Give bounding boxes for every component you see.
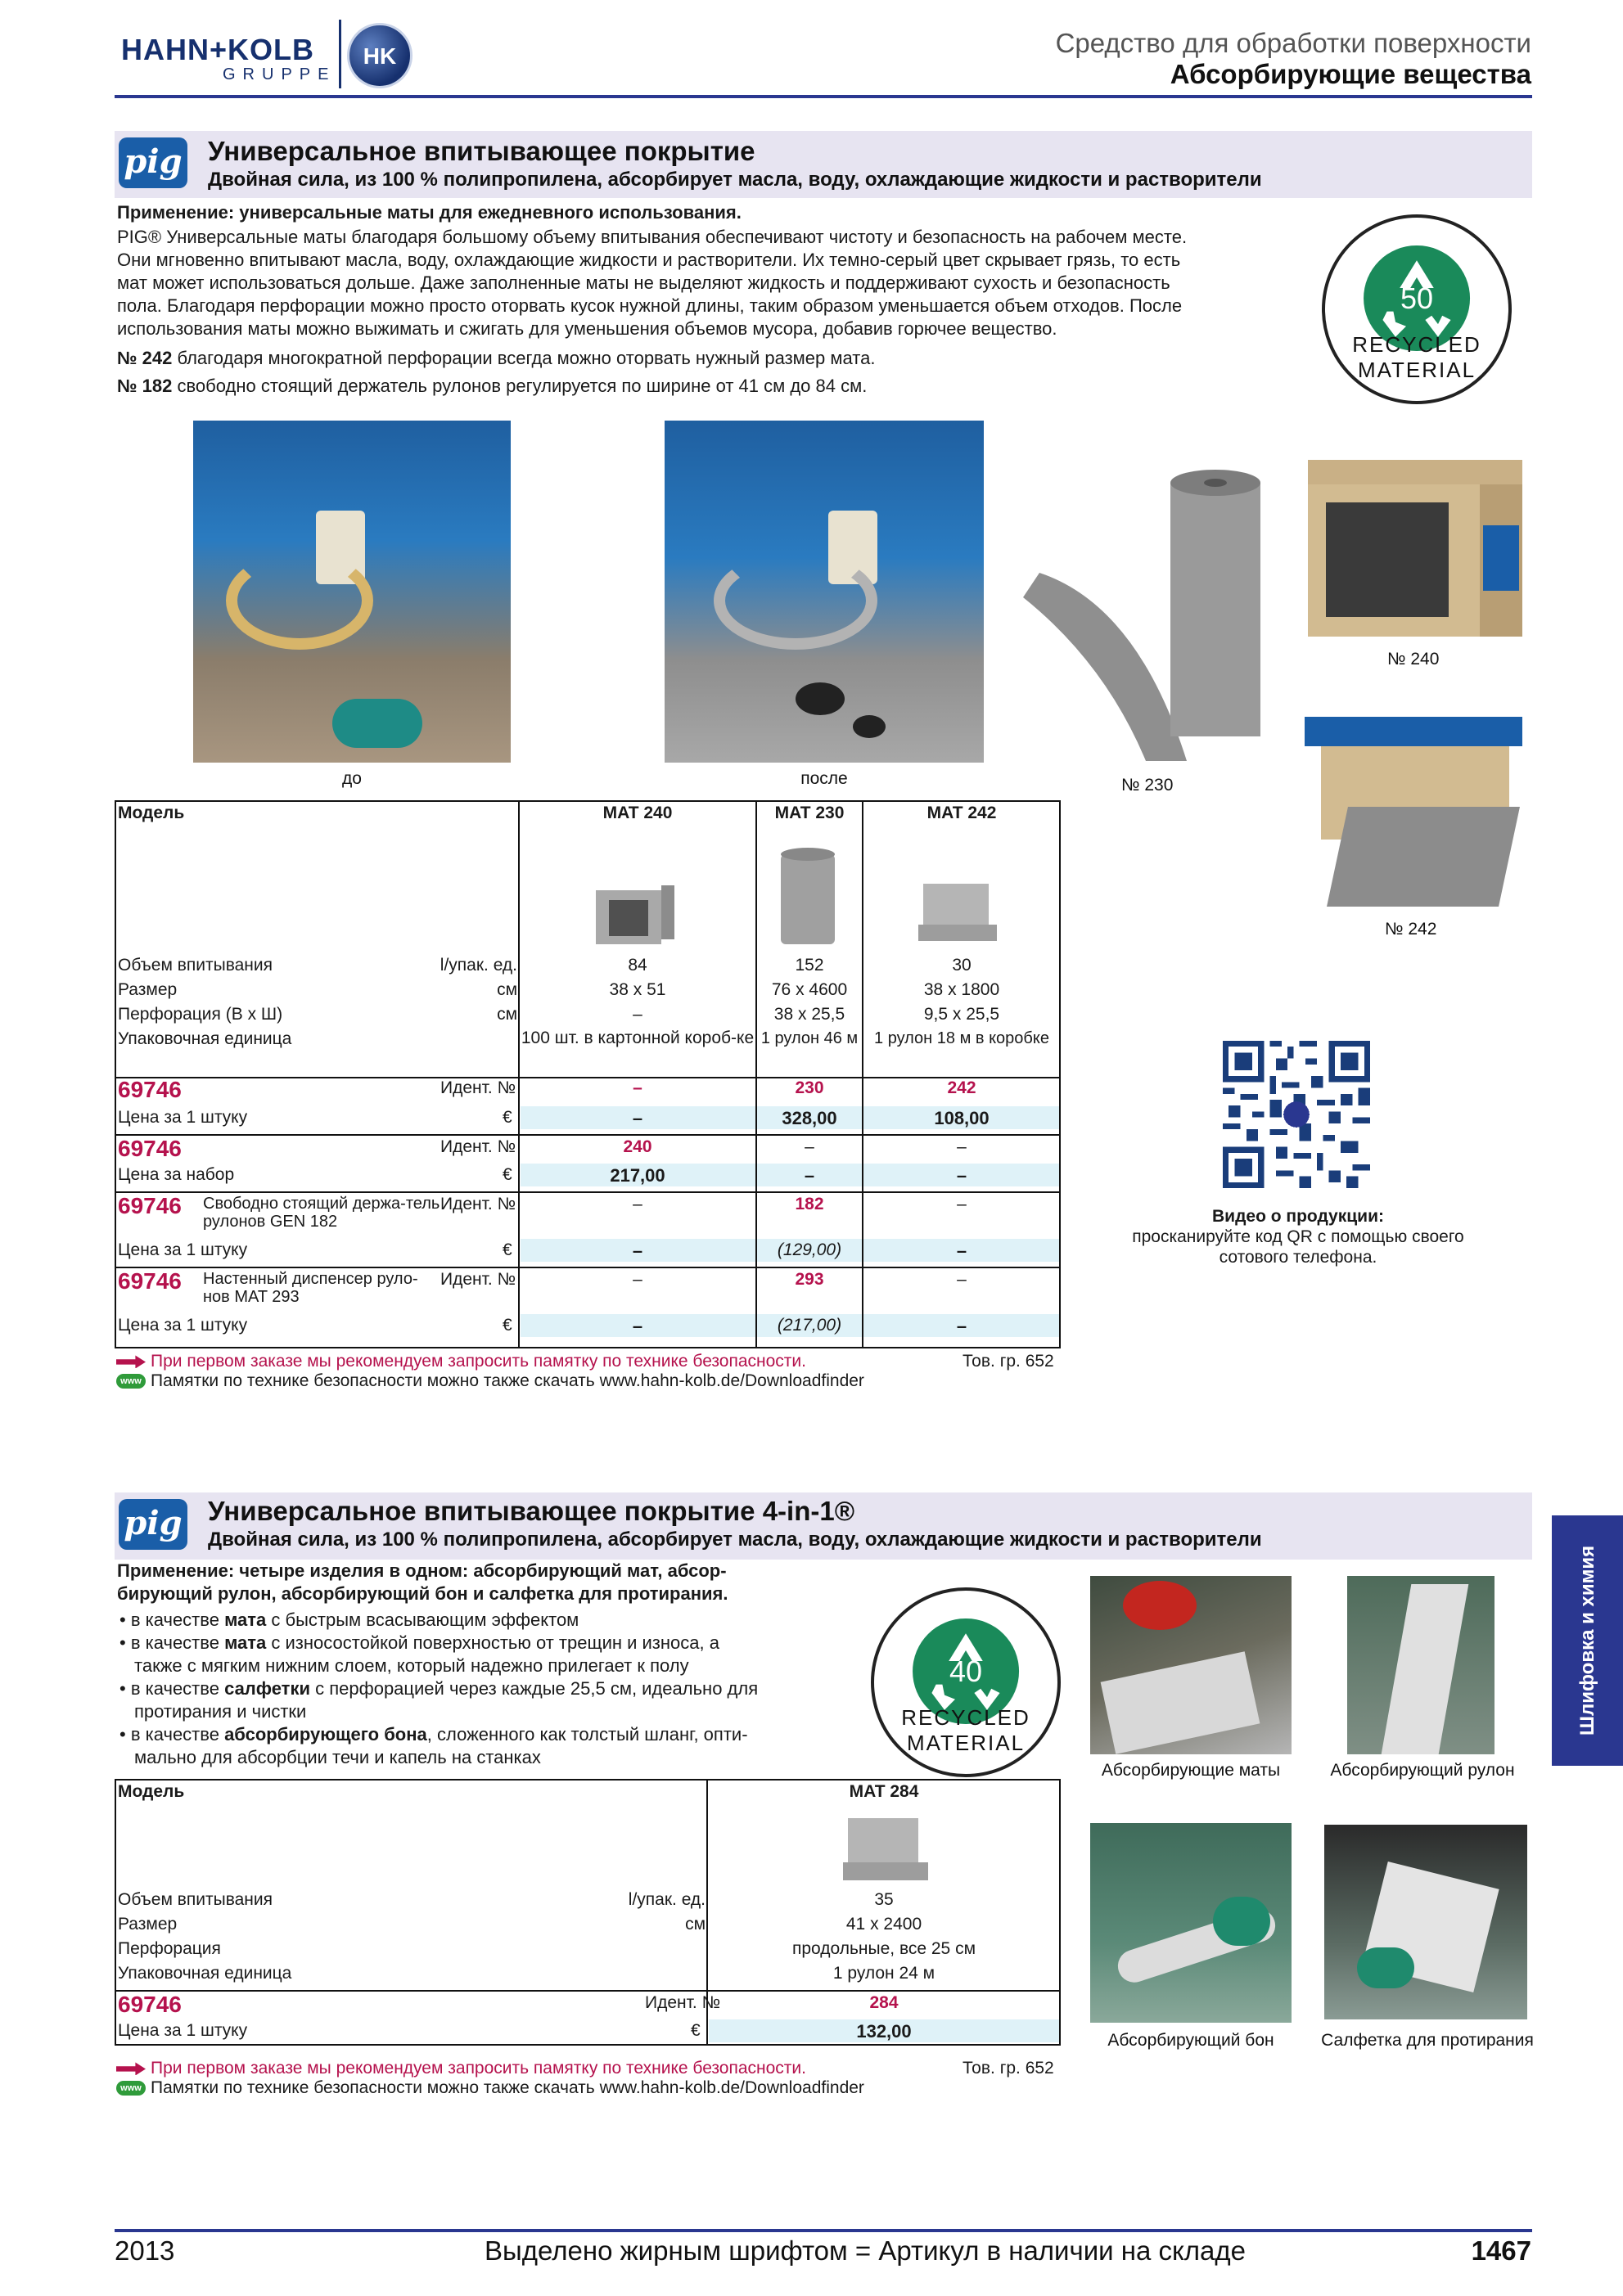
safety-note[interactable] <box>116 1352 806 1371</box>
photo-absorbent-mats <box>1090 1576 1292 1754</box>
price-label: Цена за 1 штуку <box>118 1316 248 1335</box>
spec-value: – <box>633 1005 642 1024</box>
header-category: Средство для обработки поверхности <box>1055 28 1531 58</box>
price-value: (129,00) <box>777 1240 842 1259</box>
article-description: Настенный диспенсер руло-нов MAT 293 <box>203 1270 418 1306</box>
page-header <box>0 0 1623 106</box>
caption-230: № 230 <box>1121 776 1174 795</box>
note-242-text: благодаря многократной перфорации всегда можно оторвать нужный размер мата. <box>177 348 876 368</box>
spec-label: Упаковочная единица <box>118 1029 292 1048</box>
list-item-continuation: также с мягким нижним слоем, который надежно прилегает к полу <box>134 1655 689 1676</box>
price-value: – <box>804 1165 815 1186</box>
id-value: – <box>633 1270 642 1289</box>
spec-unit: см <box>685 1915 706 1934</box>
price-value: – <box>956 1316 967 1336</box>
safety-note[interactable] <box>116 2059 806 2078</box>
photo-box-242 <box>1305 717 1522 907</box>
www-icon: www <box>116 1374 146 1389</box>
currency-label: € <box>503 1165 512 1184</box>
product-group: Тов. гр. 652 <box>963 1352 1054 1371</box>
id-value: 284 <box>869 1993 899 2012</box>
id-value: 242 <box>947 1078 976 1097</box>
brand-logo-text: HAHN+KOLB <box>121 33 315 66</box>
spec-label: Объем впитывания <box>118 956 273 975</box>
spec-value: 41 x 2400 <box>845 1915 922 1934</box>
currency-label: € <box>503 1316 512 1335</box>
www-icon: www <box>116 2081 146 2096</box>
thumb-mat-230 <box>781 848 835 949</box>
logo-divider <box>339 20 341 88</box>
photo-wiping-cloth <box>1324 1825 1527 2019</box>
id-value: 293 <box>795 1270 824 1289</box>
price-value: – <box>632 1108 643 1128</box>
currency-label: € <box>503 1240 512 1259</box>
price-label: Цена за 1 штуку <box>118 2021 248 2040</box>
article-number: 69746 <box>118 1193 182 1218</box>
price-label: Цена за набор <box>118 1165 235 1184</box>
caption-absorbent-sock: Абсорбирующий бон <box>1107 2031 1274 2050</box>
footer-legend: Выделено жирным шрифтом = Артикул в наличии на складе <box>485 2235 1246 2266</box>
download-note-text: Памятки по технике безопасности можно также скачать www.hahn-kolb.de/Downloadfinder <box>151 2078 864 2097</box>
spec-value: 38 x 51 <box>609 980 666 999</box>
recycled-material-badge <box>871 1587 1061 1777</box>
list-item: • в качестве мата с износостойкой поверхностью от трещин и износа, а <box>119 1632 719 1653</box>
caption-before: до <box>342 769 362 788</box>
model-header: MAT 230 <box>774 804 845 822</box>
table-model-label: Модель <box>118 804 185 822</box>
caption-240: № 240 <box>1387 650 1440 669</box>
note-242-number: № 242 <box>117 348 173 368</box>
spec-label: Размер <box>118 980 178 999</box>
id-value: 240 <box>623 1137 652 1156</box>
photo-after <box>665 421 984 763</box>
spec-value: 1 рулон 46 м <box>760 1029 859 1047</box>
price-label: Цена за 1 штуку <box>118 1108 248 1127</box>
arrow-right-icon <box>116 1355 146 1368</box>
section2-title: Универсальное впитывающее покрытие 4-in-1® <box>208 1496 855 1526</box>
recycled-percent: 40 <box>949 1654 983 1688</box>
arrow-right-icon <box>116 2062 146 2075</box>
photo-before <box>193 421 511 763</box>
application-line: бирующий рулон, абсорбирующий бон и салфетка для протирания. <box>117 1583 728 1604</box>
price-value: – <box>632 1316 643 1336</box>
section1-description <box>117 226 1304 340</box>
description-line: использования маты можно выжимать и сжигать для уменьшения объемов мусора, добавив горючее вещество. <box>117 318 1057 339</box>
page-number: 1467 <box>1471 2235 1531 2266</box>
note-182 <box>117 375 867 398</box>
brand-logo-subtext: GRUPPE <box>223 65 336 83</box>
spec-value: 152 <box>795 956 824 975</box>
thumb-mat-240 <box>596 882 674 946</box>
id-value: – <box>957 1270 967 1289</box>
price-label: Цена за 1 штуку <box>118 1240 248 1259</box>
section2-subtitle: Двойная сила, из 100 % полипропилена, абсорбирует масла, воду, охлаждающие жидкости и растворители <box>208 1528 1262 1551</box>
note-182-number: № 182 <box>117 376 173 396</box>
recycled-material-badge <box>1322 214 1512 404</box>
price-value: 108,00 <box>934 1108 990 1128</box>
section1-application: Применение: универсальные маты для ежедневного использования. <box>117 202 742 223</box>
price-value: – <box>956 1240 967 1261</box>
qr-title: Видео о продукции: <box>1212 1207 1384 1226</box>
table-divider <box>518 800 520 1078</box>
description-line: Они мгновенно впитывают масла, воду, охлаждающие жидкости и растворители. Их темно-серый цвет скрывает грязь, то есть <box>117 250 1181 270</box>
id-value: – <box>957 1137 967 1156</box>
product-group: Тов. гр. 652 <box>963 2059 1054 2078</box>
spec-label: Упаковочная единица <box>118 1964 292 1983</box>
footer-year: 2013 <box>115 2235 175 2266</box>
id-label: Идент. № <box>440 1270 516 1289</box>
currency-label: € <box>691 2021 701 2040</box>
pig-logo-icon: pig <box>119 1499 187 1550</box>
thumb-mat-284 <box>843 1818 928 1884</box>
id-value: – <box>957 1195 967 1213</box>
spec-value: 38 x 25,5 <box>773 1005 845 1024</box>
safety-note-text: При первом заказе мы рекомендуем запросить памятку по технике безопасности. <box>151 1352 806 1371</box>
model-header: MAT 284 <box>849 1782 919 1801</box>
spec-value: 38 x 1800 <box>923 980 1000 999</box>
table-divider <box>755 800 757 1078</box>
download-note-text: Памятки по технике безопасности можно также скачать www.hahn-kolb.de/Downloadfinder <box>151 1371 864 1390</box>
recycled-percent: 50 <box>1400 281 1434 315</box>
article-description: Свободно стоящий держа-тель рулонов GEN 182 <box>203 1195 440 1231</box>
description-line: пола. Благодаря перфорации можно просто оторвать кусок нужной длины, таким образом уменьшается объем отходов. После <box>117 295 1183 316</box>
table-divider <box>862 800 863 1078</box>
spec-label: Размер <box>118 1915 178 1934</box>
footer-rule <box>115 2229 1532 2232</box>
id-label: Идент. № <box>440 1137 516 1156</box>
brand-emblem-text: HK <box>363 43 397 69</box>
article-number: 69746 <box>118 1268 182 1294</box>
id-label: Идент. № <box>440 1078 516 1097</box>
caption-wiping-cloth: Салфетка для протирания <box>1321 2031 1534 2050</box>
list-item-continuation: протирания и чистки <box>134 1701 307 1722</box>
list-item: • в качестве мата с быстрым всасывающим эффектом <box>119 1609 579 1630</box>
qr-text-line: просканируйте код QR с помощью своего <box>1132 1227 1464 1246</box>
download-note[interactable] <box>116 1371 864 1391</box>
thumb-mat-242 <box>918 884 997 944</box>
header-subcategory: Абсорбирующие вещества <box>1170 59 1531 89</box>
spec-unit: l/упак. ед. <box>440 956 517 975</box>
spec-value: 1 рулон 24 м <box>832 1964 935 1983</box>
spec-value: 100 шт. в картонной короб-ке <box>521 1029 755 1047</box>
id-value: 230 <box>795 1078 824 1097</box>
table-model-label: Модель <box>118 1782 185 1801</box>
feature-list <box>119 1609 840 1769</box>
list-item-continuation: мально для абсорбции течи и капель на станках <box>134 1747 541 1767</box>
spec-value: 76 x 4600 <box>771 980 848 999</box>
spec-unit: l/упак. ед. <box>628 1890 706 1909</box>
photo-roll-230 <box>1023 466 1293 761</box>
price-value: 217,00 <box>610 1165 665 1186</box>
id-value: – <box>633 1195 642 1213</box>
spec-value: 30 <box>952 956 972 975</box>
caption-absorbent-roll: Абсорбирующий рулон <box>1330 1761 1515 1780</box>
id-label: Идент. № <box>440 1195 516 1213</box>
header-rule <box>115 95 1532 98</box>
note-182-text: свободно стоящий держатель рулонов регулируется по ширине от 41 см до 84 см. <box>177 376 868 396</box>
id-value: – <box>805 1137 814 1156</box>
table-divider <box>518 1078 520 1348</box>
photo-absorbent-sock <box>1090 1823 1292 2023</box>
safety-note-text: При первом заказе мы рекомендуем запросить памятку по технике безопасности. <box>151 2059 806 2078</box>
price-value: 328,00 <box>782 1108 837 1128</box>
price-value: (217,00) <box>777 1316 842 1335</box>
recycled-label: RECYCLED MATERIAL <box>1352 331 1481 382</box>
currency-label: € <box>503 1108 512 1127</box>
id-label: Идент. № <box>645 1993 721 2012</box>
application-line: Применение: четыре изделия в одном: абсорбирующий мат, абсор- <box>117 1560 727 1581</box>
spec-value: 1 рулон 18 м в коробке <box>874 1029 1049 1047</box>
list-item: • в качестве абсорбирующего бона, сложенного как толстый шланг, опти- <box>119 1724 748 1745</box>
price-value: – <box>956 1165 967 1186</box>
section1-title: Универсальное впитывающее покрытие <box>208 136 755 166</box>
caption-242: № 242 <box>1385 920 1437 939</box>
model-header: MAT 242 <box>926 804 997 822</box>
caption-absorbent-mats: Абсорбирующие маты <box>1101 1761 1281 1780</box>
qr-caption <box>1110 1206 1486 1267</box>
qr-text-line: сотового телефона. <box>1219 1248 1377 1267</box>
recycled-label: RECYCLED MATERIAL <box>901 1704 1030 1755</box>
caption-after: после <box>800 769 848 788</box>
spec-unit: см <box>497 980 517 999</box>
description-line: PIG® Универсальные маты благодаря большому объему впитывания обеспечивают чистоту и безопасность на рабочем месте. <box>117 227 1188 247</box>
article-number: 69746 <box>118 1136 182 1161</box>
article-number: 69746 <box>118 1077 182 1102</box>
brand-emblem-icon <box>347 23 413 88</box>
spec-label: Перфорация (В x Ш) <box>118 1005 283 1024</box>
table-divider <box>862 1078 863 1348</box>
id-value: 182 <box>795 1195 824 1213</box>
section1-subtitle: Двойная сила, из 100 % полипропилена, абсорбирует масла, воду, охлаждающие жидкости и растворители <box>208 169 1262 191</box>
id-value: – <box>633 1078 642 1097</box>
side-tab-label: Шлифовка и химия <box>1576 1545 1598 1736</box>
spec-unit: см <box>497 1005 517 1024</box>
table-divider <box>755 1078 757 1348</box>
list-item: • в качестве салфетки с перфорацией через каждые 25,5 см, идеально для <box>119 1678 759 1699</box>
download-note[interactable] <box>116 2078 864 2098</box>
spec-value: 9,5 x 25,5 <box>923 1005 1000 1024</box>
price-value: 132,00 <box>856 2021 912 2042</box>
pig-logo-icon: pig <box>119 137 187 188</box>
qr-code-icon[interactable] <box>1223 1041 1370 1188</box>
description-line: мат может использоваться дольше. Даже заполненные маты не выделяют жидкость и поддерживают сухость и безопасность <box>117 272 1170 293</box>
photo-box-240 <box>1308 460 1522 642</box>
model-header: MAT 240 <box>602 804 673 822</box>
spec-label: Перфорация <box>118 1939 221 1958</box>
photo-absorbent-roll <box>1347 1576 1495 1754</box>
spec-value: 35 <box>874 1890 894 1909</box>
spec-value: 84 <box>628 956 647 975</box>
spec-label: Объем впитывания <box>118 1890 273 1909</box>
article-number: 69746 <box>118 1992 182 2017</box>
spec-value: продольные, все 25 см <box>791 1939 976 1958</box>
side-tab-grinding-chemistry[interactable] <box>1552 1515 1623 1766</box>
price-value: – <box>632 1240 643 1261</box>
note-242 <box>117 347 875 370</box>
section2-application <box>117 1560 728 1605</box>
